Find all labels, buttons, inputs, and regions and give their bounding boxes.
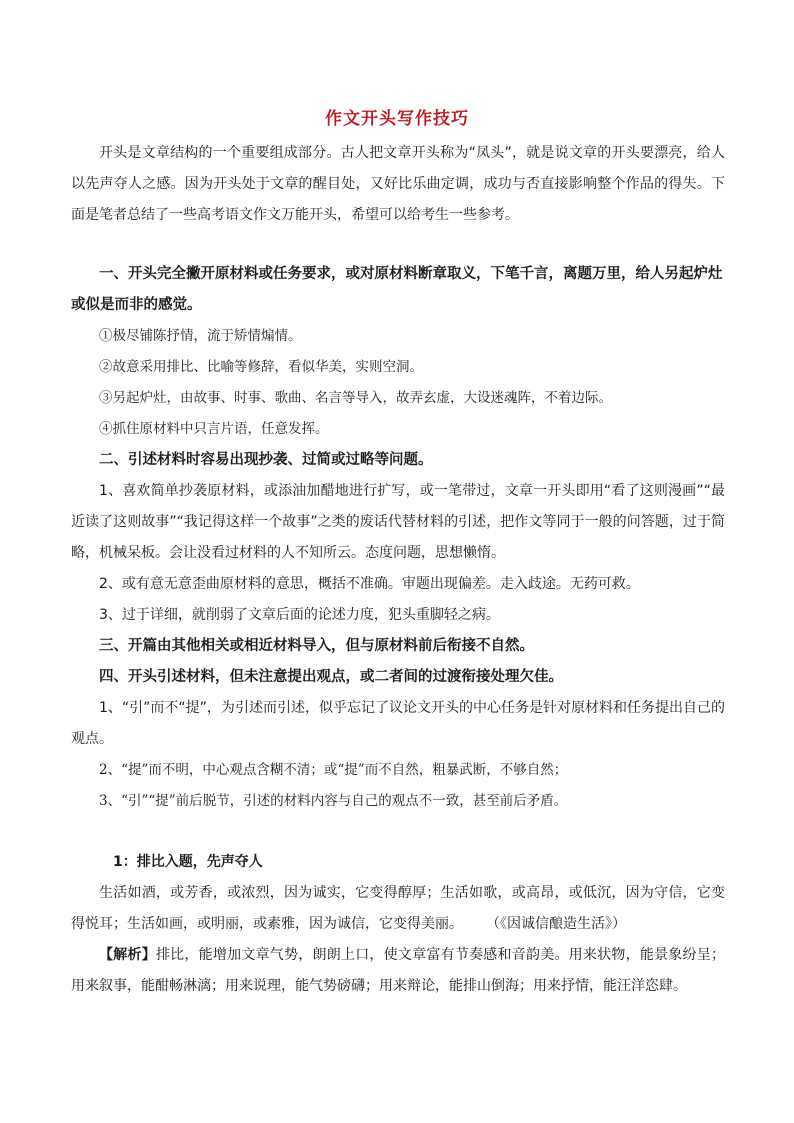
method-1-analysis — [71, 940, 725, 1002]
method-1-example-text: 生活如酒，或芳香，或浓烈，因为诚实，它变得醇厚；生活如歌，或高昂，或低沉，因为守信，它变得悦耳；生活如画，或明丽，或素雅，因为诚信，它变得美丽。 — [71, 885, 725, 932]
section-1-item: ②故意采用排比、比喻等修辞，看似华美，实则空洞。 — [99, 359, 423, 375]
section-4-item: 2、“提”而不明，中心观点含糊不清；或“提”而不自然，粗暴武断，不够自然； — [99, 762, 568, 778]
document-body — [71, 138, 725, 1002]
method-1-heading: 1：排比入题，先声夺人 — [113, 854, 263, 870]
document-title: 作文开头写作技巧 — [325, 109, 469, 129]
intro-paragraph: 开头是文章结构的一个重要组成部分。古人把文章开头称为“凤头”，就是说文章的开头要漂亮，给人以先声夺人之感。因为开头处于文章的醒目处，又好比乐曲定调，成功与否直接影响整个作品的得失。下面是笔者总结了一些高考语文作文万能开头，希望可以给考生一些参考。 — [71, 145, 725, 223]
section-2-item: 3、过于详细，就削弱了文章后面的论述力度，犯头重脚轻之病。 — [99, 607, 500, 623]
method-1-example — [71, 878, 725, 940]
method-1-source: （《因诚信酿造生活》） — [493, 916, 626, 932]
section-spacer — [71, 817, 725, 847]
method-1-analysis-text: 排比，能增加文章气势，朗朗上口，使文章富有节奏感和音韵美。用来状物，能景象纷呈；用来叙事，能酣畅淋漓；用来说理，能气势磅礴；用来辩论，能排山倒海；用来抒情，能汪洋恣肆。 — [71, 947, 726, 994]
section-1-item: ①极尽铺陈抒情，流于矫情煽情。 — [99, 328, 302, 344]
section-2-item: 1、喜欢简单抄袭原材料，或添油加醋地进行扩写，或一笔带过，文章一开头即用“看了这则漫画”“最近读了这则故事”“我记得这样一个故事”之类的废话代替材料的引述，把作文等同于一般的问答题，过于简略，机械呆板。会让没看过材料的人不知所云。态度问题，思想懒惰。 — [71, 483, 725, 561]
section-4-heading: 四、开头引述材料，但未注意提出观点，或二者间的过渡衔接处理欠佳。 — [99, 669, 563, 685]
section-1-heading: 一、开头完全撇开原材料或任务要求，或对原材料断章取义，下笔千言，离题万里，给人另起炉灶或似是而非的感觉。 — [71, 266, 723, 313]
analysis-tag: 【解析】 — [99, 947, 156, 963]
section-4-item: 3、“引”“提”前后脱节，引述的材料内容与自己的观点不一致，甚至前后矛盾。 — [99, 793, 568, 809]
section-2-item: 2、或有意无意歪曲原材料的意思，概括不准确。审题出现偏差。走入歧途。无药可救。 — [99, 576, 640, 592]
section-1-item: ④抓住原材料中只言片语，任意发挥。 — [99, 421, 329, 437]
section-2-heading: 二、引述材料时容易出现抄袭、过简或过略等问题。 — [99, 452, 433, 468]
section-1-item: ③另起炉灶，由故事、时事、歌曲、名言等导入，故弄玄虚，大设迷魂阵，不着边际。 — [99, 390, 612, 406]
section-3-heading: 三、开篇由其他相关或相近材料导入，但与原材料前后衔接不自然。 — [99, 638, 534, 654]
section-4-item: 1、“引”而不“提”，为引述而引述，似乎忘记了议论文开头的中心任务是针对原材料和任务提出自己的观点。 — [71, 700, 725, 747]
